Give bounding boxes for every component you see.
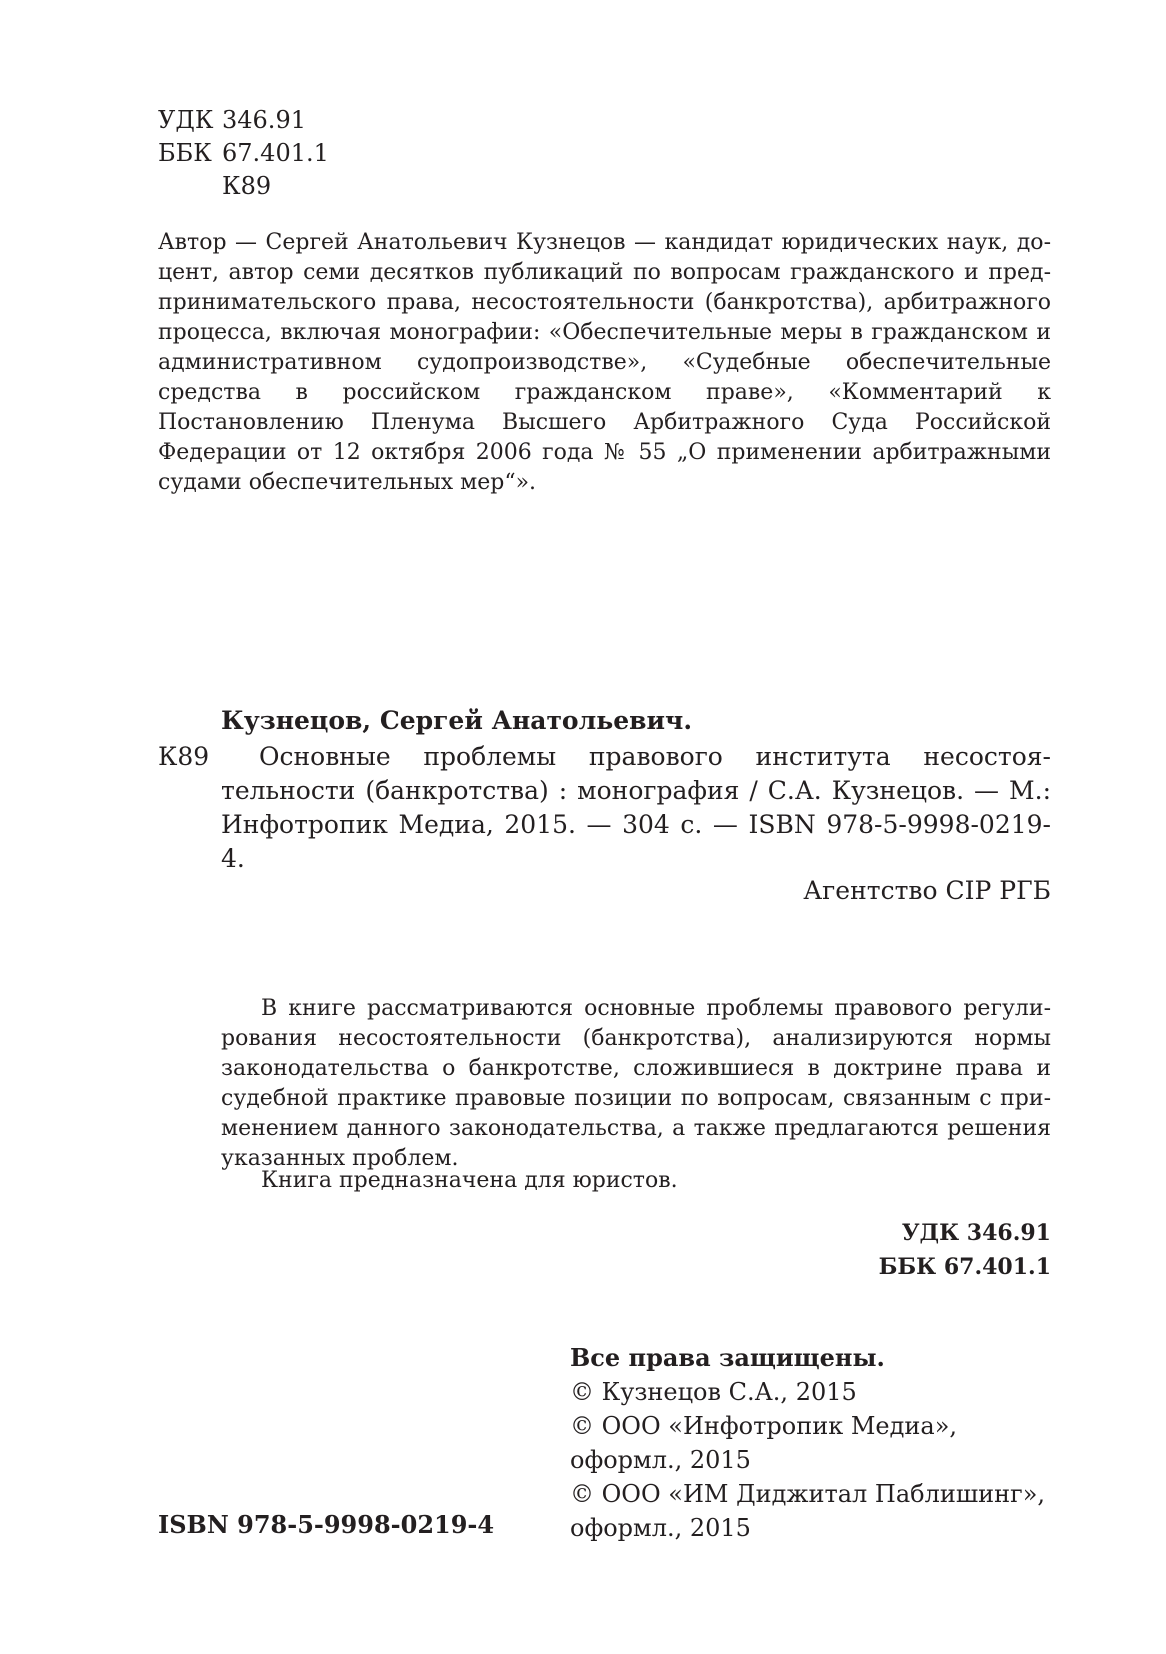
bbk-value: 67.401.1	[222, 139, 329, 167]
rights-title: Все права защищены.	[570, 1343, 885, 1372]
rights-line-5: оформл., 2015	[570, 1514, 751, 1542]
annotation-audience: Книга предназначена для юристов.	[261, 1168, 678, 1193]
rights-line-1: © Кузнецов С.А., 2015	[570, 1378, 857, 1406]
catalog-author-heading: Кузнецов, Сергей Анатольевич.	[221, 706, 693, 735]
author-note: Автор — Сергей Анатольевич Кузнецов — кандидат юридических наук, доцент, автор семи десятков публикаций по вопросам гражданского и предпринимательского права, несостоятельности (банкротства), арбитражного процесса, включая монографии: «Обеспечительные меры в гражданском и административном судопроизводстве», «Судебные обеспечительные средства в российском гражданском праве», «Комментарий к Постановлению Пленума Высшего Арбитражного Суда Российской Федерации от 12 октября 2006 года № 55 „О применении арбитражными судами обеспечительных мер“».	[158, 230, 1051, 495]
udk-label: УДК	[158, 106, 214, 134]
udk-bottom: УДК 346.91	[901, 1220, 1051, 1246]
author-mark-row	[158, 170, 271, 203]
isbn: ISBN 978-5-9998-0219-4	[158, 1510, 495, 1539]
bbk-row	[158, 137, 329, 170]
udk-row	[158, 104, 306, 137]
rights-line-3: оформл., 2015	[570, 1446, 751, 1474]
catalog-agency: Агентство CIP РГБ	[803, 876, 1051, 905]
rights-line-4: © ООО «ИМ Диджитал Паблишинг»,	[570, 1480, 1046, 1508]
author-mark: К89	[222, 172, 272, 200]
bbk-label: ББК	[158, 139, 212, 167]
rights-block	[570, 1341, 1045, 1545]
rights-line-2: © ООО «Инфотропик Медиа»,	[570, 1412, 958, 1440]
catalog-code: К89	[158, 742, 210, 771]
catalog-description: Основные проблемы правового института несостоятельности (банкротства) : монография / С.А. Кузнецов. — М.: Инфотропик Медиа, 2015. — 304 с. — ISBN 978-5-9998-0219-4.	[221, 742, 1051, 873]
udk-value: 346.91	[222, 106, 306, 134]
annotation-text: В книге рассматриваются основные проблемы правового регулирования несостоятельности (банкротства), анализируются нормы законодательства о банкротстве, сложившиеся в доктрине права и судебной практике правовые позиции по вопросам, связанным с применением данного законодательства, а также предлагаются решения указанных проблем.	[221, 996, 1051, 1171]
bbk-bottom: ББК 67.401.1	[878, 1254, 1051, 1280]
